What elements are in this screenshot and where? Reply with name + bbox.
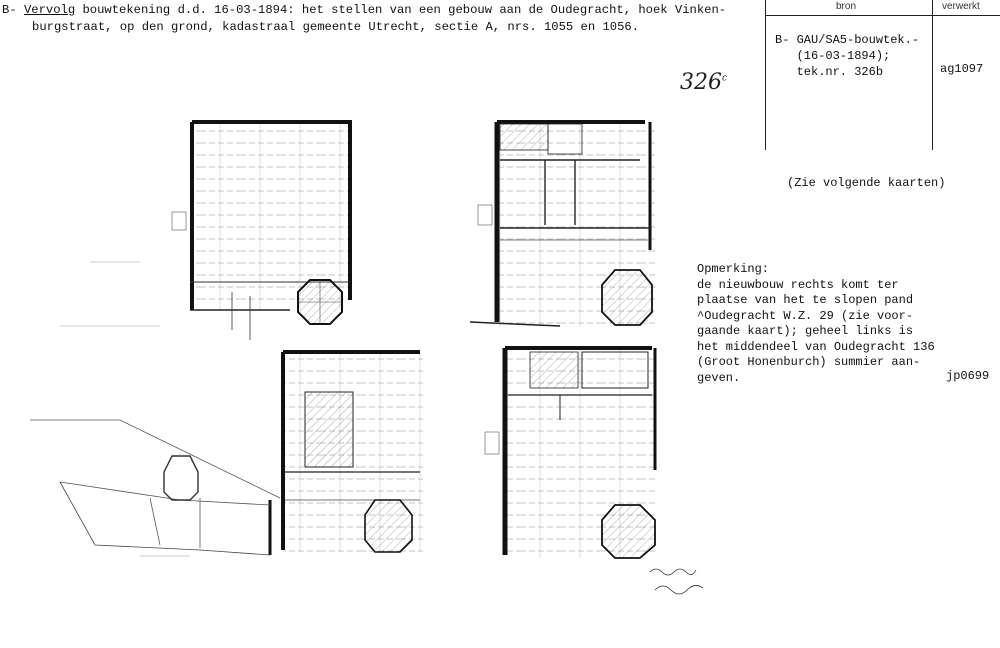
remark-line-1: de nieuwbouw rechts komt ter xyxy=(697,277,899,292)
remark-line-7: geven. xyxy=(697,370,741,385)
verwerkt-cell: ag1097 xyxy=(940,62,984,76)
plan-first-floor xyxy=(485,348,655,558)
remark-title: Opmerking: xyxy=(697,262,770,276)
header-title-word: Vervolg xyxy=(23,3,76,17)
bron-line-3: tek.nr. 326b xyxy=(775,65,884,79)
plan-second-floor xyxy=(470,122,655,327)
header-prefix: B- xyxy=(2,3,17,17)
handwritten-suffix: c xyxy=(722,73,728,84)
plan-ground-floor xyxy=(30,352,423,556)
plan-attic xyxy=(60,122,350,340)
handwritten-number: 326 xyxy=(680,70,722,95)
signature-marks xyxy=(650,569,703,594)
remark-line-5: het middendeel van Oudegracht 136 xyxy=(697,339,935,354)
header-line-2: burgstraat, op den grond, kadastraal gemeente Utrecht, sectie A, nrs. 1055 en 1056. xyxy=(32,20,640,34)
remark-line-2: plaatse van het te slopen pand xyxy=(697,293,914,307)
col-header-verwerkt: verwerkt xyxy=(942,1,980,12)
remark-line-4: gaande kaart); geheel links is xyxy=(697,324,914,338)
col-header-bron: bron xyxy=(836,1,857,12)
remark-line-6: (Groot Honenburch) summier aan- xyxy=(697,355,921,369)
see-next-maps-note: (Zie volgende kaarten) xyxy=(787,176,946,190)
bron-line-1: B- GAU/SA5-bouwtek.- xyxy=(775,33,920,47)
reference-code: jp0699 xyxy=(946,369,990,383)
header-line-1-rest: bouwtekening d.d. 16-03-1894: het stellen van een gebouw aan de Oudegracht, hoek Vinken- xyxy=(75,3,727,17)
bron-line-2: (16-03-1894); xyxy=(775,49,891,63)
remark-line-3: ^Oudegracht W.Z. 29 (zie voor- xyxy=(697,308,914,323)
